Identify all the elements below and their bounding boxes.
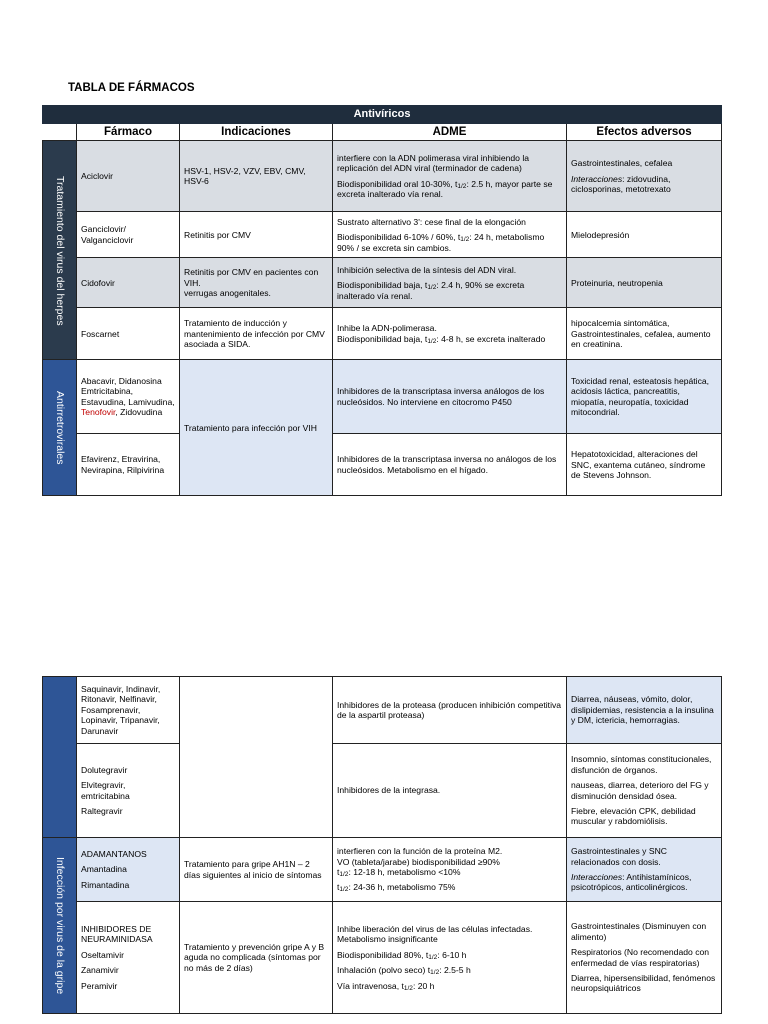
table-row bbox=[43, 258, 722, 308]
drug-cell: Dolutegravir Elvitegravir, emtricitabina Raltegravir bbox=[77, 744, 180, 838]
drug-cell: Foscarnet bbox=[77, 308, 180, 360]
drug-cell: ADAMANTANOS Amantadina Rimantadina bbox=[77, 838, 180, 902]
adme-cell: Inhibición selectiva de la síntesis del ADN viral. Biodisponibilidad baja, $t_{1/2}$: 2.4 h, 90% se excreta inalterado vía renal. bbox=[333, 258, 567, 308]
group-label-antirretrovirales: Antirretrovirales bbox=[43, 360, 77, 496]
header-indicaciones: Indicaciones bbox=[180, 124, 333, 141]
adverse-effects-cell: Gastrointestinales (Disminuyen con alimento) Respiratorios (No recomendado con enfermedad de vías respiratorias) Diarrea, hipersensibilidad, fenómenos neuropsiquiátricos bbox=[567, 902, 722, 1014]
adme-cell: Inhibidores de la transcriptasa inversa análogos de los nucleósidos. No interviene en citocromo P450 bbox=[333, 360, 567, 434]
indication-cell: HSV-1, HSV-2, VZV, EBV, CMV, HSV-6 bbox=[180, 141, 333, 212]
drug-cell: Abacavir, Didanosina Emtricitabina, Estavudina, Lamivudina, Tenofovir, Zidovudina bbox=[77, 360, 180, 434]
adme-cell: Inhibidores de la integrasa. bbox=[333, 744, 567, 838]
indication-cell: Tratamiento para infección por VIH bbox=[180, 360, 333, 496]
drug-cell: Saquinavir, Indinavir, Ritonavir, Nelfinavir, Fosamprenavir, Lopinavir, Tripanavir, Darunavir bbox=[77, 677, 180, 744]
adme-cell: Sustrato alternativo 3': cese final de la elongación Biodisponibilidad 6-10% / 60%, $t_{1/2}$: 24 h, metabolismo 90% / se excreta sin cambios. bbox=[333, 212, 567, 258]
drug-cell: Cidofovir bbox=[77, 258, 180, 308]
adverse-effects-cell: Insomnio, síntomas constitucionales, disfunción de órganos. nauseas, diarrea, deterioro del FG y disminución densidad ósea. Fiebre, elevación CPK, debilidad muscular y rabdomiólisis. bbox=[567, 744, 722, 838]
adverse-effects-cell: Diarrea, náuseas, vómito, dolor, dislipidemias, resistencia a la insulina y DM, ictericia, hemorragias. bbox=[567, 677, 722, 744]
adme-cell: Inhibidores de la transcriptasa inversa no análogos de los nucleósidos. Metabolismo en el hígado. bbox=[333, 434, 567, 496]
indication-cell: Tratamiento de inducción y mantenimiento de infección por CMV asociada a SIDA. bbox=[180, 308, 333, 360]
page-title: TABLA DE FÁRMACOS bbox=[68, 82, 195, 94]
adverse-effects-cell: Hepatotoxicidad, alteraciones del SNC, exantema cutáneo, síndrome de Stevens Johnson. bbox=[567, 434, 722, 496]
header-efectos: Efectos adversos bbox=[567, 124, 722, 141]
table-header-row bbox=[43, 124, 722, 141]
adverse-effects-cell: Gastrointestinales, cefalea Interacciones: zidovudina, ciclosporinas, metotrexato bbox=[567, 141, 722, 212]
adverse-effects-cell: Mielodepresión bbox=[567, 212, 722, 258]
table-row bbox=[43, 308, 722, 360]
table-row bbox=[43, 141, 722, 212]
adverse-effects-cell: Proteinuria, neutropenia bbox=[567, 258, 722, 308]
table-row bbox=[43, 677, 722, 744]
drug-table-antivirals bbox=[42, 105, 722, 496]
adverse-effects-cell: Toxicidad renal, esteatosis hepática, acidosis láctica, pancreatitis, miopatía, neuropatía, toxicidad mitocondrial. bbox=[567, 360, 722, 434]
header-blank bbox=[43, 124, 77, 141]
drug-cell: INHIBIDORES DE NEURAMINIDASA Oseltamivir Zanamivir Peramivir bbox=[77, 902, 180, 1014]
adme-cell: Inhibe la ADN-polimerasa. Biodisponibilidad baja, $t_{1/2}$: 4-8 h, se excreta inalterado bbox=[333, 308, 567, 360]
table-row bbox=[43, 744, 722, 838]
indication-cell: Tratamiento y prevención gripe A y B aguda no complicada (síntomas por no más de 2 días) bbox=[180, 902, 333, 1014]
group-label-herpes: Tratamiento del virus del herpes bbox=[43, 141, 77, 360]
adme-cell: Inhibidores de la proteasa (producen inhibición competitiva de la aspartil proteasa) bbox=[333, 677, 567, 744]
table-row bbox=[43, 360, 722, 434]
adme-cell: interfiere con la ADN polimerasa viral inhibiendo la replicación del ADN viral (terminador de cadena) Biodisponibilidad oral 10-30%, $t_{1/2}$: 2.5 h, mayor parte se excreta inalterado vía renal. bbox=[333, 141, 567, 212]
table-row bbox=[43, 434, 722, 496]
group-label-antirretrovirales-cont bbox=[43, 677, 77, 838]
header-adme: ADME bbox=[333, 124, 567, 141]
indication-cell: Retinitis por CMV bbox=[180, 212, 333, 258]
adme-cell: Inhibe liberación del virus de las células infectadas. Metabolismo insignificante Biodisponibilidad 80%, $t_{1/2}$: 6-10 h Inhalación (polvo seco) $t_{1/2}$: 2.5-5 h Vía intravenosa, $t_{1/2}$: 20 h bbox=[333, 902, 567, 1014]
indication-cell-empty bbox=[180, 677, 333, 838]
table-row bbox=[43, 902, 722, 1014]
header-farmaco: Fármaco bbox=[77, 124, 180, 141]
table-row bbox=[43, 212, 722, 258]
section-banner: Antivíricos bbox=[43, 106, 722, 124]
indication-cell: Tratamiento para gripe AH1N – 2 días siguientes al inicio de síntomas bbox=[180, 838, 333, 902]
table-row bbox=[43, 838, 722, 902]
indication-cell: Retinitis por CMV en pacientes con VIH. verrugas anogenitales. bbox=[180, 258, 333, 308]
adverse-effects-cell: Gastrointestinales y SNC relacionados con dosis. Interacciones: Antihistamínicos, psicotrópicos, anticolinérgicos. bbox=[567, 838, 722, 902]
drug-table-continued bbox=[42, 676, 722, 1014]
drug-cell: Ganciclovir/ Valganciclovir bbox=[77, 212, 180, 258]
drug-cell: Efavirenz, Etravirina, Nevirapina, Rilpivirina bbox=[77, 434, 180, 496]
group-label-gripe: Infección por virus de la gripe bbox=[43, 838, 77, 1014]
drug-cell: Aciclovir bbox=[77, 141, 180, 212]
adverse-effects-cell: hipocalcemia sintomática, Gastrointestinales, cefalea, aumento en creatinina. bbox=[567, 308, 722, 360]
adme-cell: interfieren con la función de la proteína M2. VO (tableta/jarabe) biodisponibilidad ≥90% $t_{1/2}$: 12-18 h, metabolismo <10% $t_{1/2}$: 24-36 h, metabolismo 75% bbox=[333, 838, 567, 902]
